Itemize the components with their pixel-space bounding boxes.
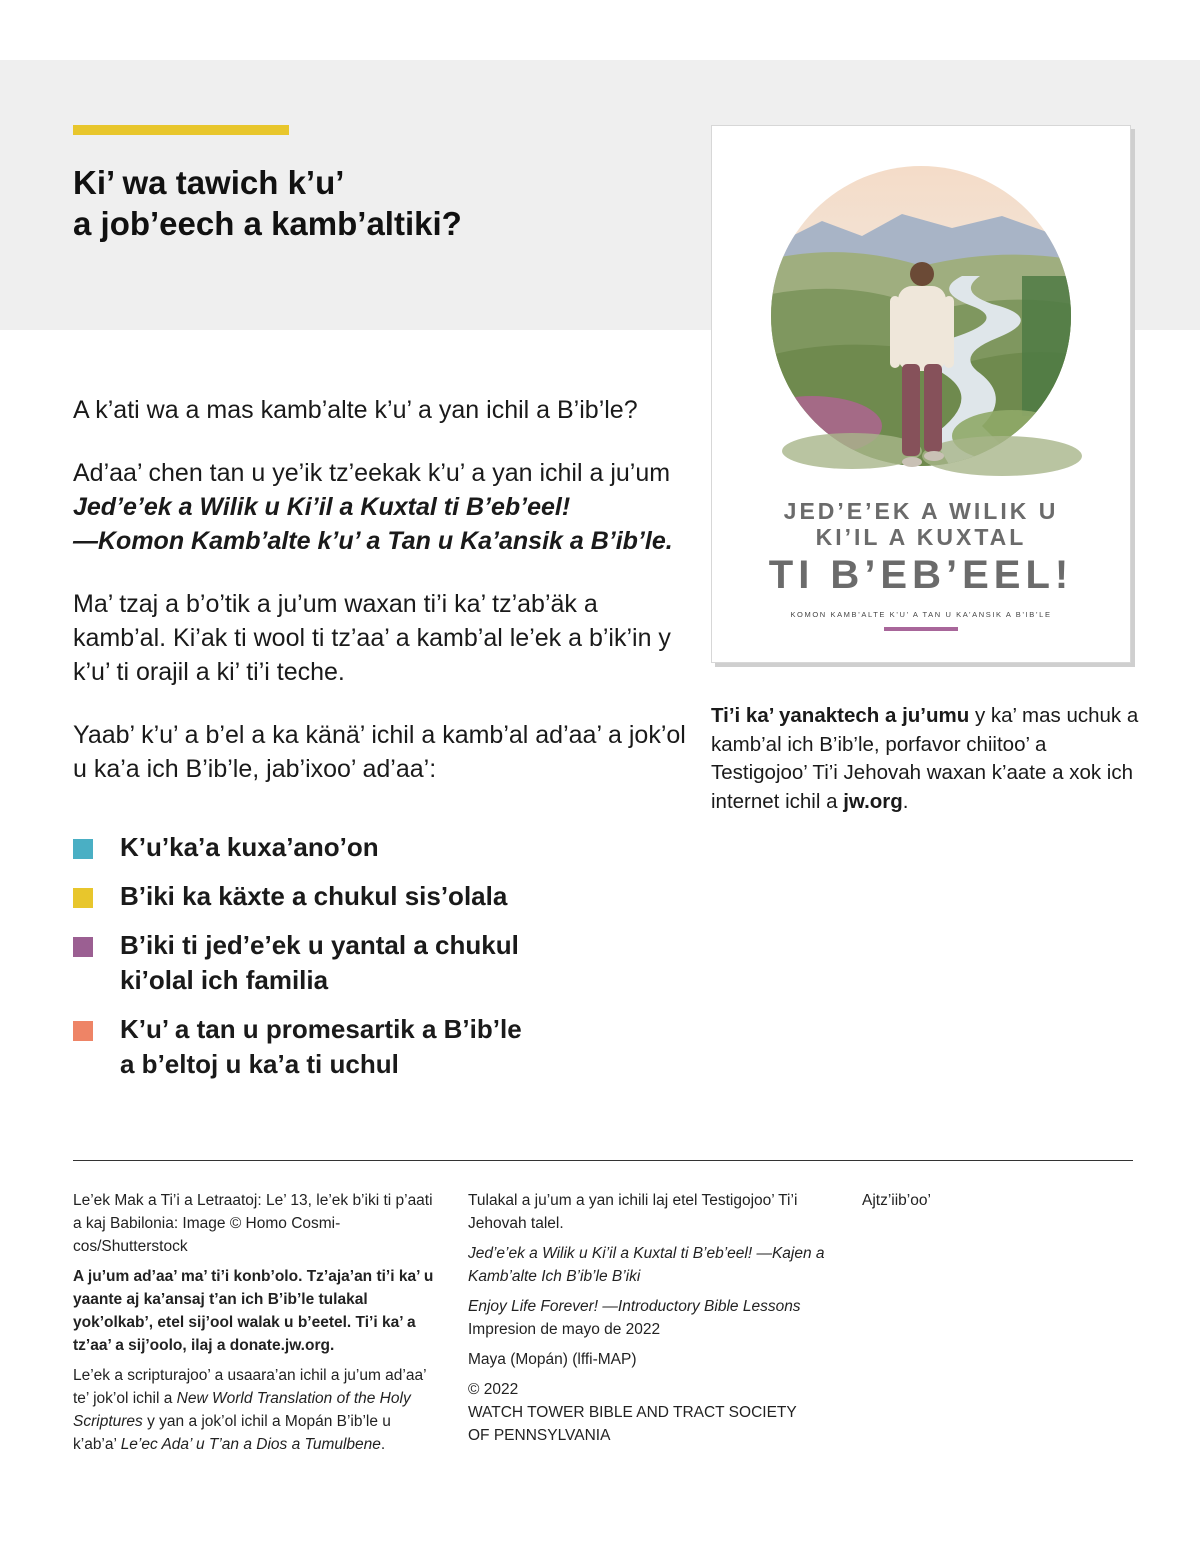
scripture-text: .: [380, 1436, 386, 1453]
english-title-line: Enjoy Life Forever!: [468, 1298, 599, 1315]
intro-paragraph: Yaab’ k’u’ a b’el a ka känä’ ichil a kamb’al ad’aa’ a jok’ol u ka’a ich B’ib’le, jab’ixoo’ ad’aa’:: [73, 721, 686, 783]
language-label: Maya (Mopán) (lffi-MAP): [468, 1351, 637, 1368]
topic-item: [73, 879, 673, 914]
square-bullet-icon: [73, 1021, 93, 1041]
english-title: [468, 1295, 828, 1341]
scripture-text: y yan a jok’ol ichil a Mopán B’ib’le u k’ab’a’: [73, 1413, 391, 1453]
topic-label: K’u’ a tan u promesartik a B’ib’le: [120, 1014, 522, 1044]
footer-col-publication: [468, 1189, 828, 1454]
topic-label: ki’olal ich familia: [120, 965, 329, 995]
square-bullet-icon: [73, 888, 93, 908]
book-subtitle: —Komon Kamb’alte k’u’ a Tan u Ka’ansik a B’ib’le.: [73, 527, 673, 555]
donation-note: A ju’um ad’aa’ ma’ ti’i konb’olo. Tz’aja’an ti’i ka’ u yaante aj ka’ansaj t’an ich B’ib’le tulakal yok’olkab’, etel sij’ool walak u b’eetel. Ti’i ka’ a tz’aa’ a sij’oolo, ilaj a donate.jw.org.: [73, 1268, 434, 1354]
footer-divider: [73, 1160, 1133, 1161]
intro-paragraph: Ma’ tzaj a b’o’tik a ju’um waxan ti’i ka’ tz’ab’äk a kamb’al. Ki’ak ti wool ti tz’aa’ a kamb’al le’ek a b’ik’in y k’u’ ti orajil a ki’ ti’i teche.: [73, 590, 671, 686]
page-title: [73, 162, 673, 244]
local-title-line: —Kajen a Kamb’alte Ich B’ib’le B’iki: [468, 1245, 825, 1285]
footer-col-code: [862, 1189, 1062, 1219]
topic-item: [73, 928, 673, 998]
book-cover: [711, 125, 1131, 663]
contact-text: [711, 702, 1141, 816]
image-credit: Le’ek Mak a Ti’i a Letraatoj: Le’ 13, le’ek b’iki ti p’aati a kaj Babilonia: Image © Homo Cosmicos/Shutterstock: [73, 1192, 433, 1255]
topic-list: [73, 830, 673, 1096]
website-link[interactable]: jw.org: [843, 789, 903, 813]
title-accent-bar: [73, 125, 289, 135]
printing-date: Impresion de mayo de 2022: [468, 1321, 661, 1338]
contact-end: .: [902, 789, 909, 813]
cover-subtitle: KOMON KAMB’ALTE K’U’ A TAN U KA’ANSIK A B’IB’LE: [790, 610, 1052, 619]
copyright-line: WATCH TOWER BIBLE AND TRACT SOCIETY: [468, 1404, 797, 1421]
cover-title: [712, 498, 1130, 550]
topic-label: B’iki ka käxte a chukul sis’olala: [120, 881, 508, 911]
topic-item: [73, 1012, 673, 1082]
page-title-line: a job’eech a kamb’altiki?: [73, 205, 462, 242]
scripture-text: Le’ek a scripturajoo’ a usaara’an ichil a ju’um ad’aa’ te’ jok’ol ichil a: [73, 1367, 426, 1407]
local-title-line: Jed’e’ek a Wilik u Ki’il a Kuxtal ti B’eb’eel!: [468, 1245, 753, 1262]
local-title: [468, 1242, 828, 1288]
intro-paragraph: A k’ati wa a mas kamb’alte k’u’ a yan ichil a B’ib’le?: [73, 396, 638, 424]
topic-item: [73, 830, 673, 865]
copyright: [468, 1378, 828, 1447]
publication-code: Ajtz’iib’oo’: [862, 1192, 931, 1209]
square-bullet-icon: [73, 839, 93, 859]
copyright-line: OF PENNSYLVANIA: [468, 1427, 611, 1444]
cover-accent-bar: [884, 627, 958, 631]
book-title: Jed’e’ek a Wilik u Ki’il a Kuxtal ti B’eb’eel!: [73, 493, 571, 521]
page-title-line: Ki’ wa tawich k’u’: [73, 164, 345, 201]
contact-body: y ka’ mas uchuk a kamb’al ich B’ib’le, porfavor chiitoo’ a Testigojoo’ Ti’i Jehovah waxan k’aate a xok ich internet ichil a: [711, 704, 1139, 813]
scripture-note: [73, 1364, 438, 1456]
mopan-bible-title: Le’ec Ada’ u T’an a Dios a Tumulbene: [120, 1436, 381, 1453]
intro-text-run: Ad’aa’ chen tan u ye’ik tz’eekak k’u’ a yan ichil a ju’um: [73, 459, 671, 487]
intro-text: [73, 393, 693, 815]
nwt-title: New World Translation of the Holy Scriptures: [73, 1390, 411, 1430]
topic-label: B’iki ti jed’e’ek u yantal a chukul: [120, 930, 519, 960]
publisher-note: Tulakal a ju’um a yan ichili laj etel Testigojoo’ Ti’i Jehovah talel.: [468, 1192, 798, 1232]
footer-col-credits: [73, 1189, 438, 1463]
topic-label: K’u’ka’a kuxa’ano’on: [120, 832, 379, 862]
english-title-line: —Introductory Bible Lessons: [602, 1298, 801, 1315]
intro-paragraph: [73, 456, 693, 558]
cover-title-line: KI’IL A KUXTAL: [815, 524, 1027, 550]
topic-label: a b’eltoj u ka’a ti uchul: [120, 1049, 399, 1079]
cover-title-big: TI B’EB’EEL!: [768, 553, 1074, 597]
copyright-line: © 2022: [468, 1381, 519, 1398]
cover-title-line: JED’E’EK A WILIK U: [783, 498, 1059, 524]
square-bullet-icon: [73, 937, 93, 957]
contact-lead: Ti’i ka’ yanaktech a ju’umu: [711, 704, 970, 727]
